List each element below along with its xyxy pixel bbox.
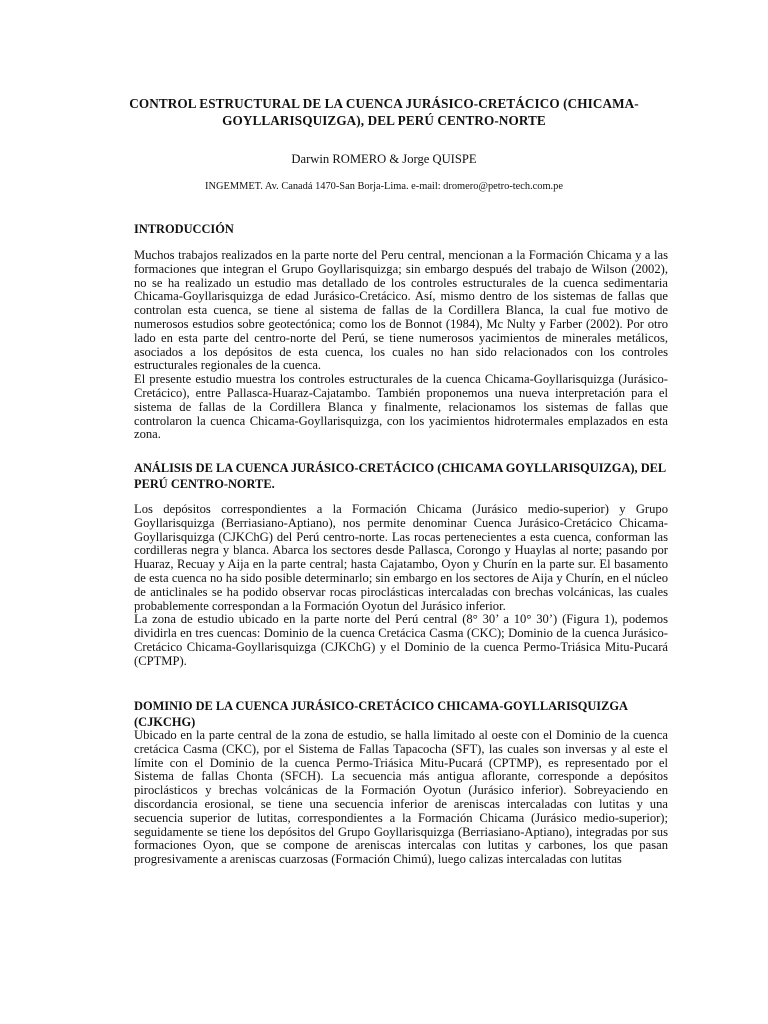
paragraph: La zona de estudio ubicado en la parte norte del Perú central (8° 30’ a 10° 30’) (Figura 1), podemos dividirla en tres cuencas: Dominio de la cuenca Cretácica Casma (CKC); Dominio de la cuenca Jurásico-Cretácico Chicama-Goyllarisquizga (CJKChG) y el Dominio de la cuenca Permo-Triásica Mitu-Pucará (CPTMP). [134,612,668,668]
paragraph: Ubicado en la parte central de la zona de estudio, se halla limitado al oeste con el Dominio de la cuenca cretácica Casma (CKC), por el Sistema de Fallas Tapacocha (SFT), las cuales son inversas y al este el límite con el Dominio de la cuenca Permo-Triásica Mitu-Pucará (CPTMP), es representado por el Sistema de fallas Chonta (SFCH). La secuencia más antigua aflorante, corresponde a depósitos piroclásticos y brechas volcánicas de la Formación Oyotun (Jurásico inferior). Sobreyaciendo en discordancia erosional, se tiene una secuencia inferior de areniscas intercaladas con lutitas y una secuencia superior de lutitas, correspondientes a la Formación Chicama (Jurásico medio-superior); seguidamente se tiene los depósitos del Grupo Goyllarisquizga (Berriasiano-Aptiano), integradas por sus formaciones Oyon, que se compone de areniscas intercalas con lutitas y carbones, los que pasan progresivamente a areniscas cuarzosas (Formación Chimú), luego calizas intercaladas con lutitas [134,728,668,867]
paper-title: CONTROL ESTRUCTURAL DE LA CUENCA JURÁSICO-CRETÁCICO (CHICAMA-GOYLLARISQUIZGA), DEL PERÚ CENTRO-NORTE [129,96,639,128]
paragraph: Muchos trabajos realizados en la parte norte del Peru central, mencionan a la Formación Chicama y a las formaciones que integran el Grupo Goyllarisquizga; sin embargo después del trabajo de Wilson (2002), no se ha realizado un estudio mas detallado de los controles estructurales de la cuenca sedimentaria Chicama-Goyllarisquizga de edad Jurásico-Cretácico. Así, mismo dentro de los sistemas de fallas que controlan esta cuenca, se tiene al sistema de fallas de la Cordillera Blanca, la cual fue motivo de numerosos estudios sobre geotectónica; como los de Bonnot (1984), Mc Nulty y Farber (2002). Por otro lado en esta parte del centro-norte del Perú, se tiene numerosos yacimientos de minerales metálicos, asociados a los depósitos de esta cuenca, los cuales no han sido relacionados con los controles estructurales regionales de la cuenca. [134,248,668,373]
section-heading-dominio: DOMINIO DE LA CUENCA JURÁSICO-CRETÁCICO CHICAMA-GOYLLARISQUIZGA (CJKCHG) [134,699,628,729]
paragraph: El presente estudio muestra los controles estructurales de la cuenca Chicama-Goyllarisquizga (Jurásico-Cretácico), entre Pallasca-Huaraz-Cajatambo. También proponemos una nueva interpretación para el sistema de fallas de la Cordillera Blanca y finalmente, relacionamos los sistemas de fallas que controlaron la cuenca Chicama-Goyllarisquizga, con los yacimientos hidrotermales emplazados en esta zona. [134,372,668,442]
paragraph: Los depósitos correspondientes a la Formación Chicama (Jurásico medio-superior) y Grupo Goyllarisquizga (Berriasiano-Aptiano), nos permite denominar Cuenca Jurásico-Cretácico Chicama-Goyllarisquizga (CJKChG) del Perú centro-norte. Las rocas pertenecientes a esta cuenca, conforman las cordilleras negra y blanca. Abarca los sectores desde Pallasca, Corongo y Huaylas al norte; pasando por Huaraz, Recuay y Aija en la parte central; hasta Cajatambo, Oyon y Churín en la parte sur. El basamento de esta cuenca no ha sido posible determinarlo; sin embargo en los sectores de Aija y Churín, en el núcleo de anticlinales se ha podido observar rocas piroclásticas intercaladas con brechas volcánicas, las cuales probablemente correspondan a la Formación Oyotun del Jurásico inferior. [134,502,668,613]
section-body-introduccion [134,249,668,442]
affiliation-line: INGEMMET. Av. Canadá 1470-San Borja-Lima. e-mail: dromero@petro-tech.com.pe [205,181,563,192]
section-heading-introduccion: INTRODUCCIÓN [134,222,234,236]
section-heading-analisis: ANÁLISIS DE LA CUENCA JURÁSICO-CRETÁCICO (CHICAMA GOYLLARISQUIZGA), DEL PERÚ CENTRO-NORTE. [134,461,666,491]
section-body-analisis [134,503,668,669]
authors-line: Darwin ROMERO & Jorge QUISPE [291,152,477,166]
section-body-dominio [134,729,668,867]
